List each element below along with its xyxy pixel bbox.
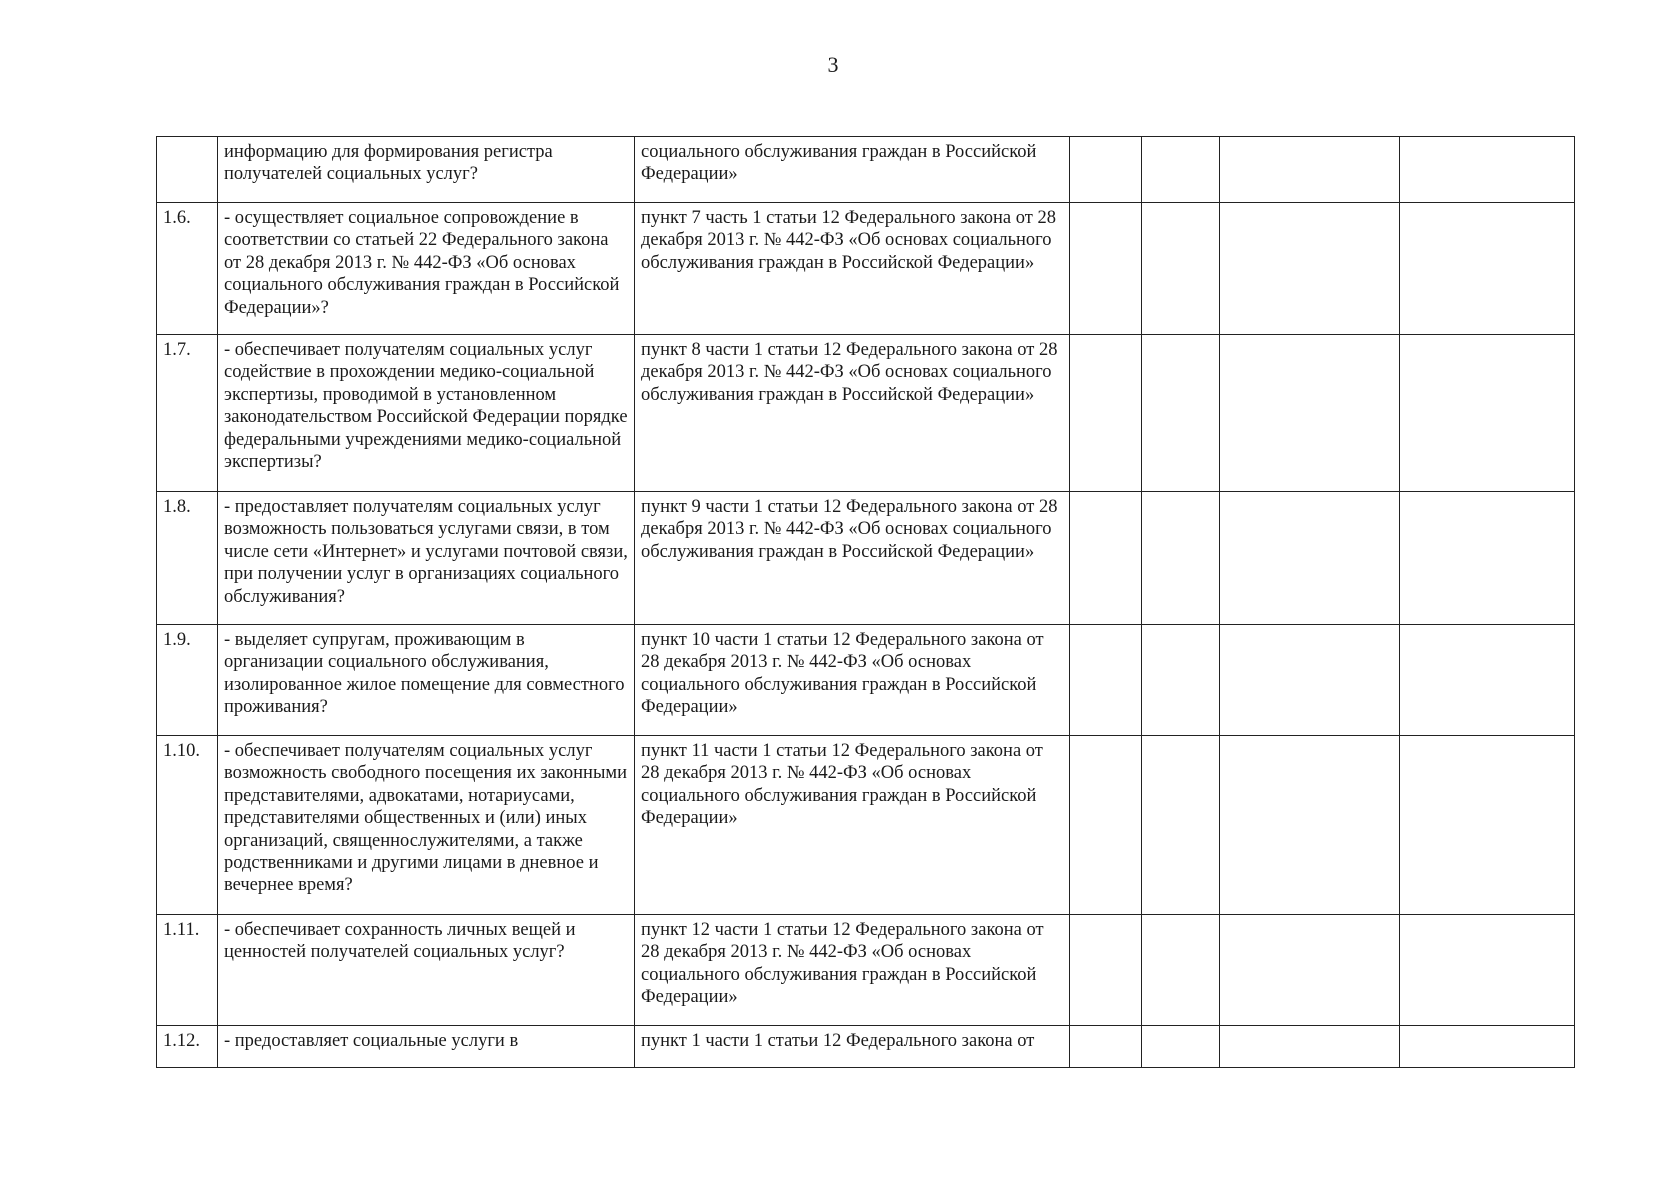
legal-basis-cell: пункт 11 части 1 статьи 12 Федерального закона от 28 декабря 2013 г. № 442-ФЗ «Об основах социального обслуживания граждан в Российской Федерации» — [635, 736, 1070, 915]
legal-basis-cell: пункт 10 части 1 статьи 12 Федерального закона от 28 декабря 2013 г. № 442-ФЗ «Об основах социального обслуживания граждан в Российской Федерации» — [635, 625, 1070, 736]
question-cell: - выделяет супругам, проживающим в организации социального обслуживания, изолированное жилое помещение для совместного проживания? — [218, 625, 635, 736]
question-cell: - обеспечивает сохранность личных вещей и ценностей получателей социальных услуг? — [218, 915, 635, 1026]
page-number: 3 — [827, 52, 839, 77]
row-number: 1.12. — [157, 1026, 218, 1068]
answer-yes-cell — [1070, 335, 1142, 492]
answer-no-cell — [1142, 335, 1220, 492]
table-row — [157, 915, 1575, 1026]
question-cell: информацию для формирования регистра получателей социальных услуг? — [218, 137, 635, 203]
table-row — [157, 625, 1575, 736]
table-row — [157, 137, 1575, 203]
note-cell — [1400, 736, 1575, 915]
not-applicable-cell — [1220, 736, 1400, 915]
answer-no-cell — [1142, 1026, 1220, 1068]
row-number: 1.7. — [157, 335, 218, 492]
table-row — [157, 335, 1575, 492]
answer-yes-cell — [1070, 137, 1142, 203]
question-cell: - предоставляет получателям социальных услуг возможность пользоваться услугами связи, в том числе сети «Интернет» и услугами почтовой связи, при получении услуг в организациях социального обслуживания? — [218, 492, 635, 625]
not-applicable-cell — [1220, 1026, 1400, 1068]
question-cell: - обеспечивает получателям социальных услуг возможность свободного посещения их законными представителями, адвокатами, нотариусами, представителями общественных и (или) иных организаций, священнослужителями, а также родственниками и другими лицами в дневное и вечернее время? — [218, 736, 635, 915]
answer-yes-cell — [1070, 1026, 1142, 1068]
row-number: 1.11. — [157, 915, 218, 1026]
answer-yes-cell — [1070, 625, 1142, 736]
legal-basis-cell: пункт 8 части 1 статьи 12 Федерального закона от 28 декабря 2013 г. № 442-ФЗ «Об основах социального обслуживания граждан в Российской Федерации» — [635, 335, 1070, 492]
legal-basis-cell: пункт 9 части 1 статьи 12 Федерального закона от 28 декабря 2013 г. № 442-ФЗ «Об основах социального обслуживания граждан в Российской Федерации» — [635, 492, 1070, 625]
row-number: 1.10. — [157, 736, 218, 915]
note-cell — [1400, 625, 1575, 736]
answer-yes-cell — [1070, 736, 1142, 915]
not-applicable-cell — [1220, 335, 1400, 492]
note-cell — [1400, 335, 1575, 492]
question-cell: - осуществляет социальное сопровождение в соответствии со статьей 22 Федерального закона от 28 декабря 2013 г. № 442-ФЗ «Об основах социального обслуживания граждан в Российской Федерации»? — [218, 203, 635, 335]
question-cell: - обеспечивает получателям социальных услуг содействие в прохождении медико-социальной экспертизы, проводимой в установленном законодательством Российской Федерации порядке федеральными учреждениями медико-социальной экспертизы? — [218, 335, 635, 492]
not-applicable-cell — [1220, 625, 1400, 736]
question-cell: - предоставляет социальные услуги в — [218, 1026, 635, 1068]
legal-basis-cell: пункт 1 части 1 статьи 12 Федерального закона от — [635, 1026, 1070, 1068]
row-number: 1.8. — [157, 492, 218, 625]
table-row — [157, 736, 1575, 915]
answer-yes-cell — [1070, 203, 1142, 335]
note-cell — [1400, 915, 1575, 1026]
answer-no-cell — [1142, 736, 1220, 915]
not-applicable-cell — [1220, 915, 1400, 1026]
legal-basis-cell: пункт 7 часть 1 статьи 12 Федерального закона от 28 декабря 2013 г. № 442-ФЗ «Об основах социального обслуживания граждан в Российской Федерации» — [635, 203, 1070, 335]
note-cell — [1400, 203, 1575, 335]
table-row — [157, 492, 1575, 625]
not-applicable-cell — [1220, 137, 1400, 203]
note-cell — [1400, 1026, 1575, 1068]
answer-no-cell — [1142, 492, 1220, 625]
row-number: 1.9. — [157, 625, 218, 736]
answer-no-cell — [1142, 137, 1220, 203]
not-applicable-cell — [1220, 492, 1400, 625]
answer-no-cell — [1142, 625, 1220, 736]
note-cell — [1400, 492, 1575, 625]
table-row — [157, 1026, 1575, 1068]
answer-no-cell — [1142, 203, 1220, 335]
row-number — [157, 137, 218, 203]
not-applicable-cell — [1220, 203, 1400, 335]
legal-basis-cell: социального обслуживания граждан в Российской Федерации» — [635, 137, 1070, 203]
legal-basis-cell: пункт 12 части 1 статьи 12 Федерального закона от 28 декабря 2013 г. № 442-ФЗ «Об основах социального обслуживания граждан в Российской Федерации» — [635, 915, 1070, 1026]
checklist-table — [156, 136, 1575, 1068]
answer-no-cell — [1142, 915, 1220, 1026]
answer-yes-cell — [1070, 492, 1142, 625]
answer-yes-cell — [1070, 915, 1142, 1026]
row-number: 1.6. — [157, 203, 218, 335]
table-row — [157, 203, 1575, 335]
note-cell — [1400, 137, 1575, 203]
